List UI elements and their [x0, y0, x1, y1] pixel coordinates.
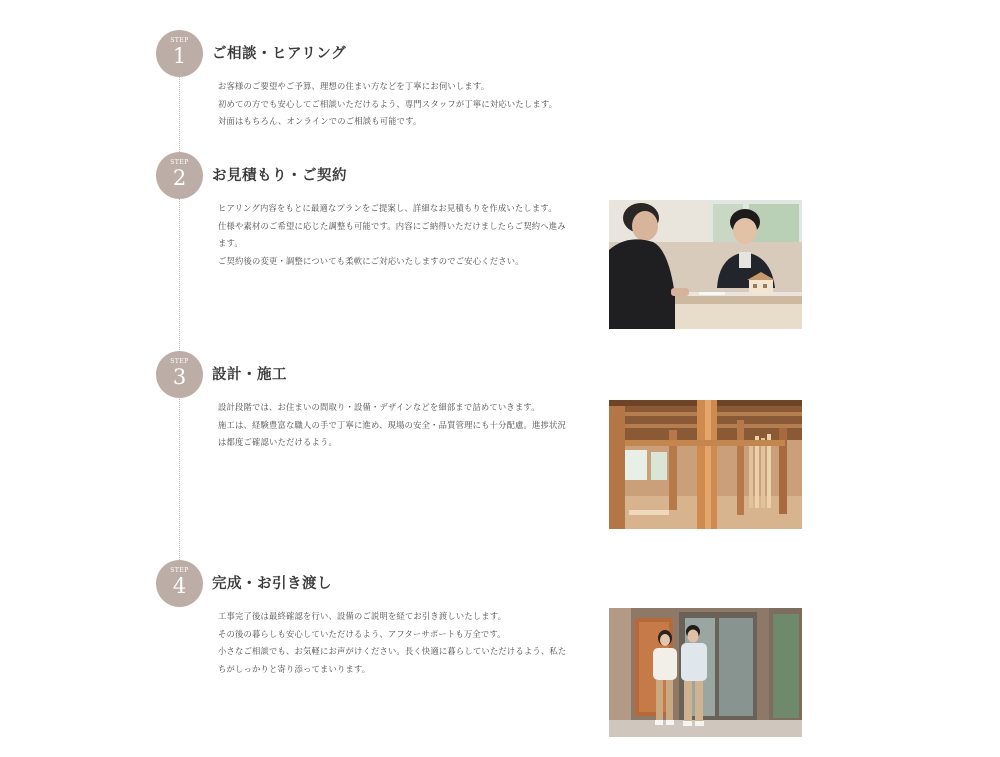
step-badge-number: 3 — [172, 365, 187, 389]
step-title: 完成・お引き渡し — [212, 576, 332, 592]
step-badge-label: STEP — [170, 37, 189, 44]
step-description — [218, 200, 590, 270]
step-title: ご相談・ヒアリング — [212, 46, 347, 62]
step-description — [218, 608, 590, 678]
step-badge-label: STEP — [170, 159, 189, 166]
step-text-line: ヒアリング内容をもとに最適なプランをご提案し、詳細なお見積もりを作成いたします。 — [218, 203, 557, 213]
step-badge — [156, 560, 203, 607]
step-text-line: その後の暮らしも安心していただけるよう、アフターサポートも万全です。 — [218, 628, 506, 639]
step-text-line: ご契約後の変更・調整についても柔軟にご対応いたしますのでご安心ください。 — [218, 255, 524, 266]
consultation-photo — [609, 200, 802, 329]
step-badge — [156, 30, 203, 77]
step-badge — [156, 152, 203, 199]
step-badge — [156, 351, 203, 398]
step-text-line: 小さなご相談でも、お気軽にお声がけください。長く快適に暮らしていただけるよう、私た — [218, 646, 567, 656]
step-description — [218, 399, 590, 452]
step-text-line: ます。 — [218, 238, 243, 248]
handover-photo — [609, 608, 802, 737]
step-badge-number: 2 — [172, 166, 187, 190]
step-title: 設計・施工 — [212, 367, 287, 383]
handover-photo-image — [609, 608, 802, 737]
step-badge-label: STEP — [170, 358, 189, 365]
timeline-dotted-line — [179, 70, 180, 560]
step-description — [218, 78, 590, 131]
step-title: お見積もり・ご契約 — [212, 168, 347, 184]
step-text-line: 設計段階では、お住まいの間取り・設備・デザインなどを細部まで詰めていきます。 — [218, 402, 540, 412]
construction-photo — [609, 400, 802, 529]
step-text-line: は都度ご確認いただけるよう。 — [218, 437, 337, 447]
step-badge-label: STEP — [170, 567, 189, 574]
step-text-line: 施工は、経験豊富な職人の手で丁寧に進め、現場の安全・品質管理にも十分配慮。進捗状況 — [218, 419, 567, 430]
step-badge-number: 1 — [172, 44, 187, 68]
consultation-photo-image — [609, 200, 802, 329]
step-text-line: 対面はもちろん、オンラインでのご相談も可能です。 — [218, 116, 422, 126]
step-text-line: 仕様や素材のご希望に応じた調整も可能です。内容にご納得いただけましたらご契約へ進み — [218, 220, 566, 231]
step-badge-number: 4 — [172, 574, 187, 598]
step-text-line: お客様のご要望やご予算、理想の住まい方などを丁寧にお伺いします。 — [218, 81, 490, 91]
step-text-line: 初めての方でも安心してご相談いただけるよう、専門スタッフが丁寧に対応いたします。 — [218, 98, 558, 109]
step-text-line: 工事完了後は最終確認を行い、設備のご説明を経てお引き渡しいたします。 — [218, 611, 507, 621]
step-text-line: ちがしっかりと寄り添ってまいります。 — [218, 663, 371, 674]
construction-photo-image — [609, 400, 802, 529]
